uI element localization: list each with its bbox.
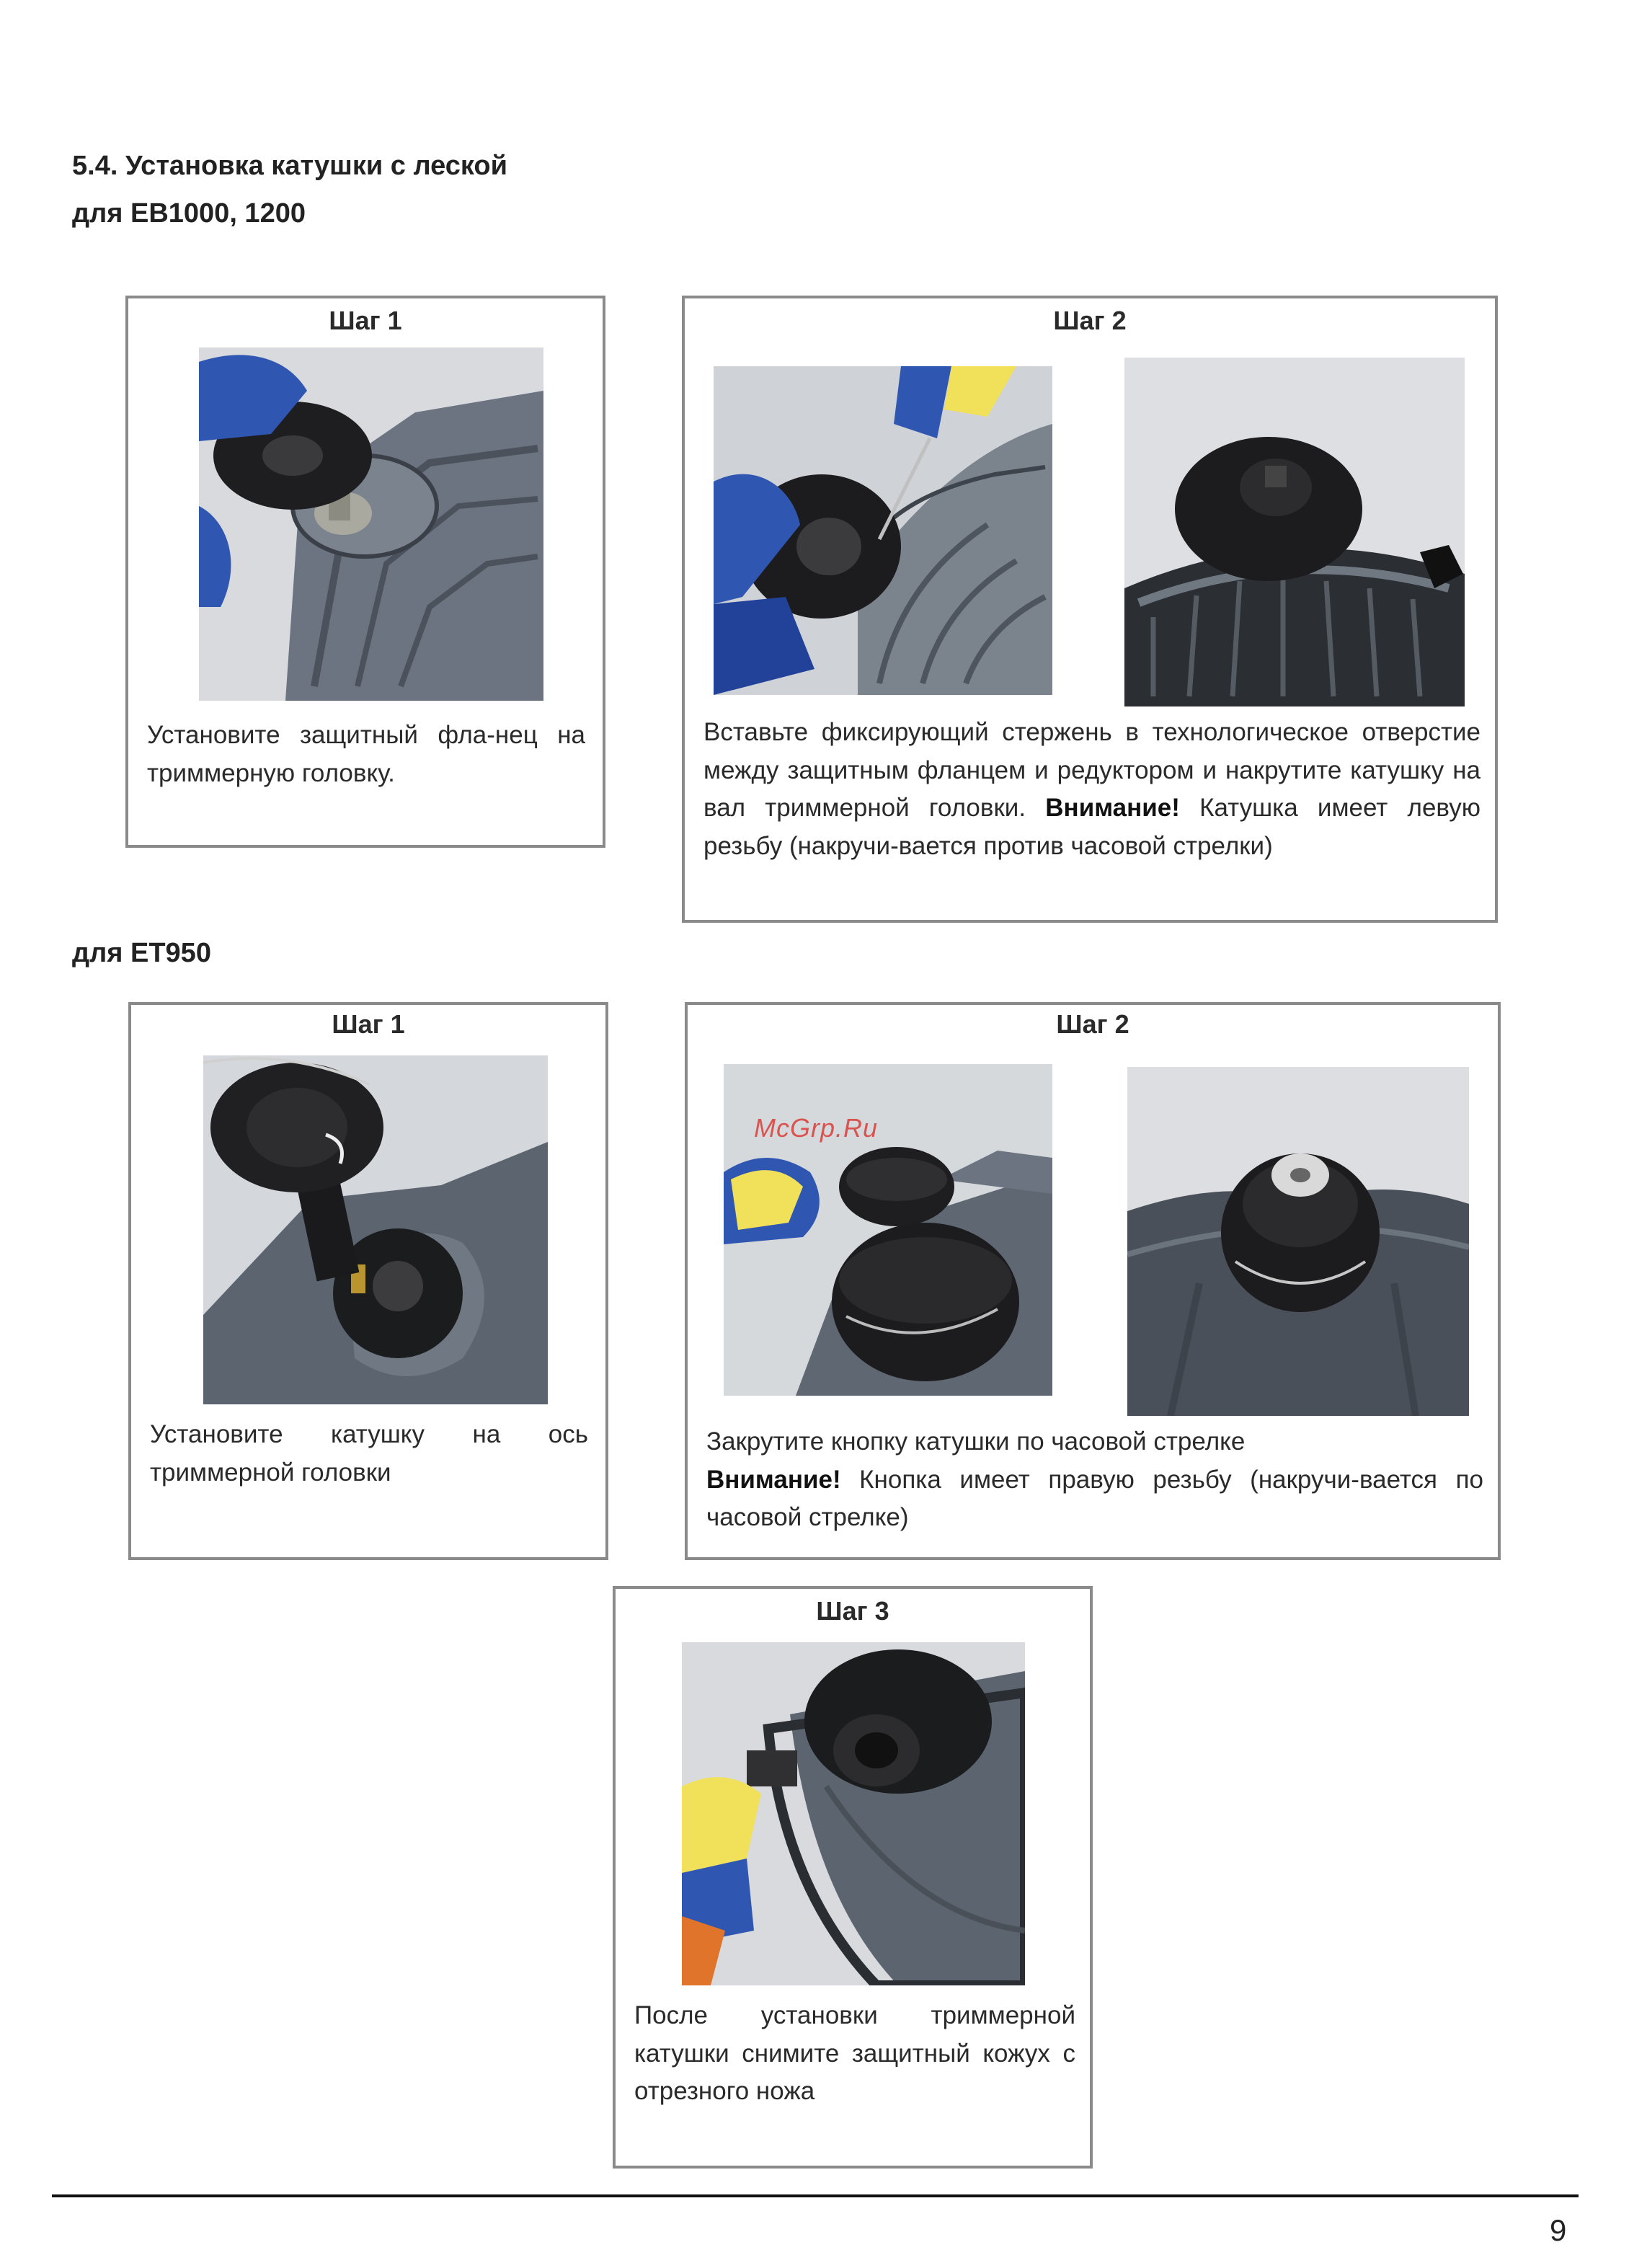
eb-step2-title: Шаг 2 bbox=[1053, 306, 1127, 335]
footer-rule bbox=[52, 2194, 1579, 2197]
et-step2-photo-b bbox=[1127, 1067, 1469, 1416]
eb-step1-photo bbox=[199, 347, 543, 701]
section-subtitle-eb: для ЕВ1000, 1200 bbox=[72, 198, 306, 229]
et-step3-text: После установки триммерной катушки снимите защитный кожух с отрезного ножа bbox=[634, 2001, 1075, 2105]
et-step1-box bbox=[128, 1002, 608, 1560]
eb-step2-box bbox=[682, 296, 1498, 923]
et-step2-warning-label: Внимание! bbox=[706, 1465, 841, 1494]
section-subtitle-et: для ЕТ950 bbox=[72, 938, 211, 968]
eb-step2-warning-label: Внимание! bbox=[1045, 794, 1180, 822]
eb-step2-warning-text: Катушка имеет левую резьбу (накручи-вается против часовой стрелки) bbox=[703, 794, 1480, 860]
watermark: McGrp.Ru bbox=[754, 1113, 879, 1143]
et-step1-text: Установите катушку на ось триммерной головки bbox=[150, 1420, 588, 1487]
section-title: 5.4. Установка катушки с леской bbox=[72, 151, 507, 181]
page-number: 9 bbox=[1550, 2213, 1567, 2247]
eb-step1-box bbox=[125, 296, 605, 848]
et-step2-box bbox=[685, 1002, 1501, 1560]
et-step2-text bbox=[706, 1423, 1483, 1537]
eb-step2-photo-a bbox=[714, 366, 1052, 695]
et-step1-title: Шаг 1 bbox=[332, 1009, 405, 1039]
et-step3-title: Шаг 3 bbox=[816, 1596, 889, 1626]
eb-step2-text-main: Вставьте фиксирующий стержень в технологическое отверстие между защитным фланцем и редуктором и накрутите катушку на вал триммерной головки. bbox=[703, 718, 1480, 822]
et-step3-box bbox=[613, 1586, 1093, 2169]
eb-step1-text: Установите защитный фла-нец на триммерную головку. bbox=[147, 721, 585, 787]
eb-step1-title: Шаг 1 bbox=[329, 306, 402, 335]
et-step1-photo bbox=[203, 1055, 548, 1404]
eb-step2-photo-b bbox=[1124, 358, 1465, 706]
et-step2-warning-text: Кнопка имеет правую резьбу (накручи-вается по часовой стрелке) bbox=[706, 1465, 1483, 1531]
et-step2-title: Шаг 2 bbox=[1056, 1009, 1129, 1039]
eb-step2-text bbox=[703, 714, 1480, 865]
et-step3-photo bbox=[682, 1642, 1025, 1985]
et-step2-text-main: Закрутите кнопку катушки по часовой стрелке bbox=[706, 1427, 1246, 1456]
